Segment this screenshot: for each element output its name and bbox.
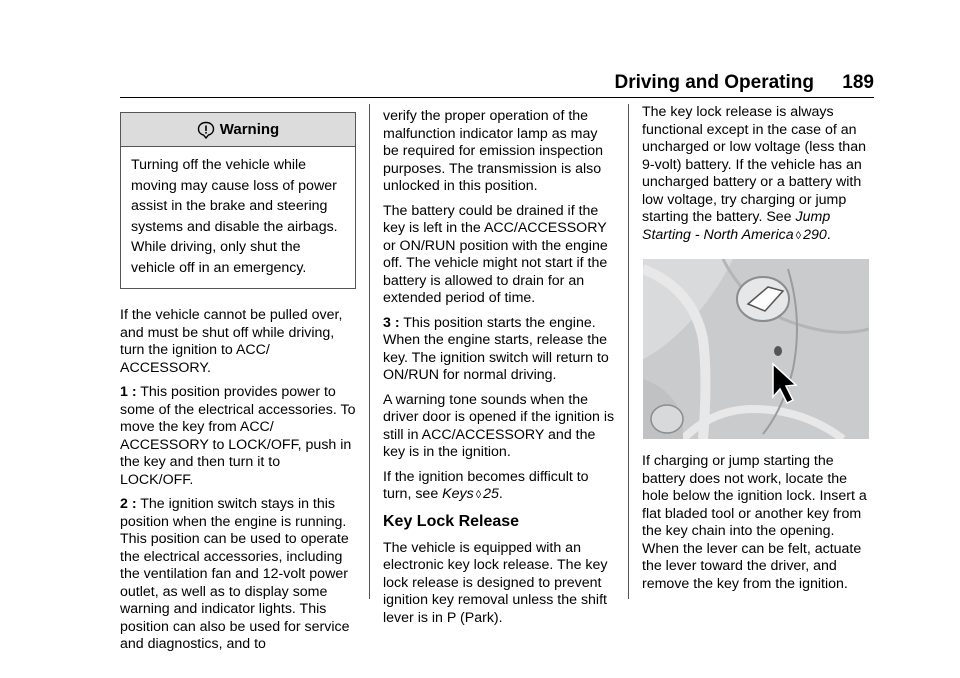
warning-line: systems and disable the airbags. (131, 218, 338, 235)
column-divider (369, 104, 370, 599)
paragraph: The key lock release is always functional except in the case of an uncharged or low voltage (less than 9‑volt) battery. If the vehicle has an uncharged battery or a battery with low voltage, try charging or jump starting the battery. See Jump Starting - North America ◊ 290. (642, 104, 874, 245)
warning-line: While driving, only shut the (131, 239, 301, 255)
warning-header (121, 113, 355, 147)
item-text: This position starts the engine. When the engine starts, release the key. The ignition switch will return to ON/RUN for normal driving. (383, 314, 609, 383)
item-text: The ignition switch stays in this position when the engine is running. This position can be used to operate the electrical accessories, including the ventilation fan and 12‑volt power outlet, as well as to display some warning and indicator lights. This position can also be used for service and diagnostics, and to (120, 496, 350, 652)
warning-heading: Warning (219, 120, 280, 138)
item-text: This position provides power to some of the electrical accessories. To move the key from ACC/ ACCESSORY to LOCK/OFF, push in the key and then turn it to LOCK/OFF. (120, 384, 356, 488)
item-label: 1 : (120, 384, 137, 400)
ignition-lock-illustration (643, 259, 869, 439)
warning-icon (197, 121, 215, 139)
warning-line: vehicle off in an emergency. (131, 259, 307, 276)
paragraph: A warning tone sounds when the driver door is opened if the ignition is still in ACC/ACCESSORY and the key is in the ignition. (383, 391, 615, 460)
page-number: 189 (842, 72, 874, 93)
section-title: Driving and Operating (614, 72, 814, 93)
paragraph (383, 315, 615, 385)
column-divider (628, 104, 629, 599)
warning-box (120, 112, 356, 289)
item-text: The key lock release is always functional except in the case of an uncharged or low voltage (less than 9‑volt) battery. If the vehicle has an uncharged battery or a battery with low voltage, try charging or jump starting the battery. See (642, 104, 866, 225)
paragraph: If the ignition becomes difficult to turn, see Keys ◊ 25. (383, 469, 615, 505)
warning-line: assist in the brake and steering (131, 198, 328, 214)
column-2 (383, 108, 615, 634)
xref-link[interactable]: Jump Starting - North America (642, 209, 831, 243)
xref-page[interactable]: 25 (483, 486, 499, 502)
xref-icon: ◊ (475, 489, 482, 501)
paragraph: verify the proper operation of the malfunction indicator lamp as may be required for emission inspection purposes. The transmission is also unlocked in this position. (383, 108, 604, 194)
item-label: 3 : (383, 314, 400, 331)
column-1 (120, 112, 356, 661)
item-text: If the ignition becomes difficult to turn, see (383, 468, 589, 502)
page-header (120, 70, 874, 98)
xref-icon: ◊ (795, 229, 802, 242)
xref-link[interactable]: Keys (442, 486, 474, 502)
illustration-svg (643, 259, 869, 439)
paragraph: The battery could be drained if the key is left in the ACC/ACCESSORY or ON/RUN position with the engine off. The vehicle might not start if the battery is allowed to drain for an extended period of time. (383, 202, 608, 306)
xref-page[interactable]: 290 (803, 226, 827, 243)
paragraph (120, 496, 356, 654)
paragraph: If the vehicle cannot be pulled over, and must be shut off while driving, turn the ignition to ACC/ ACCESSORY. (120, 307, 343, 376)
warning-text (121, 147, 355, 288)
header-rule (120, 97, 874, 98)
warning-line: moving may cause loss of power (131, 177, 337, 194)
item-label: 2 : (120, 496, 137, 512)
paragraph (120, 384, 356, 489)
paragraph: If charging or jump starting the battery does not work, locate the hole below the ignition lock. Insert a flat bladed tool or another key from the key chain into the opening. When the lever can be felt, actuate the lever toward the driver, and remove the key from the ignition. (642, 453, 867, 592)
column-3 (642, 104, 874, 600)
warning-line: Turning off the vehicle while (131, 157, 307, 173)
paragraph: The vehicle is equipped with an electronic key lock release. The key lock release is designed to prevent ignition key removal unless the shift lever is in P (Park). (383, 539, 608, 626)
section-heading: Key Lock Release (383, 512, 520, 530)
